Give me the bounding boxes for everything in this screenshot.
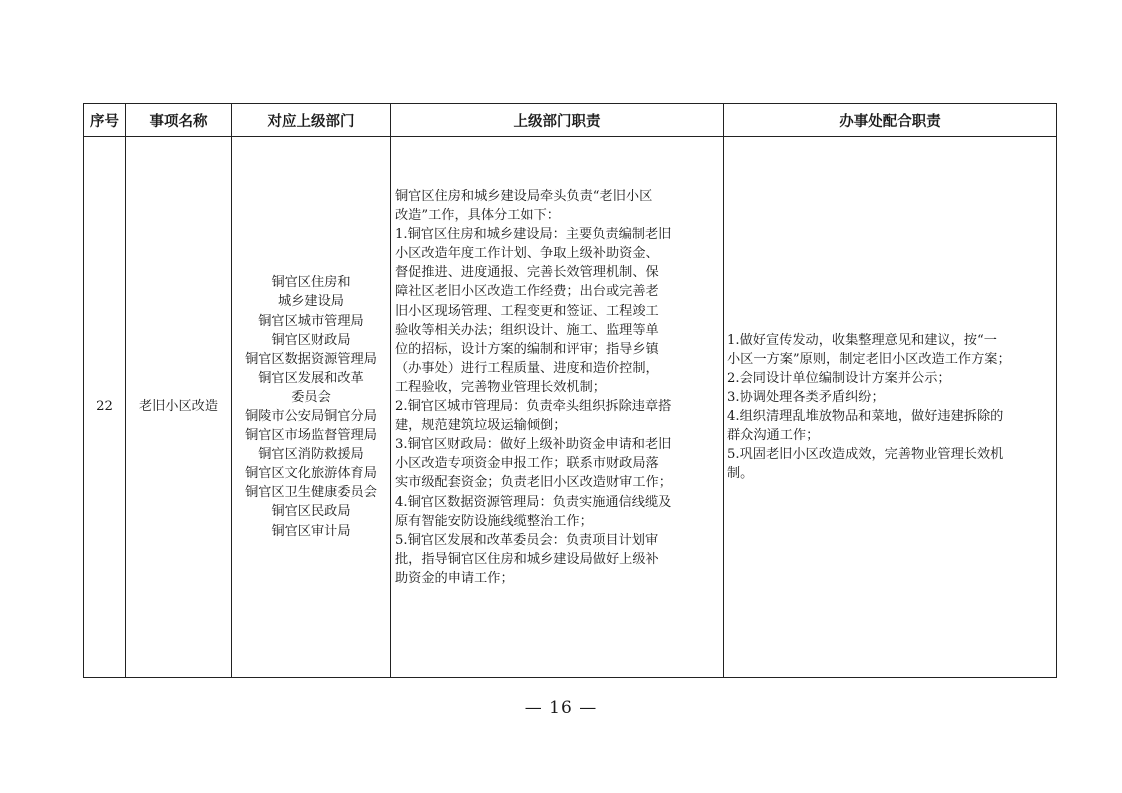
upper-duty-line: 5.铜官区发展和改革委员会：负责项目计划审 bbox=[395, 532, 659, 548]
row-number: 22 bbox=[84, 137, 126, 678]
department-line: 铜官区卫生健康委员会 bbox=[245, 485, 377, 501]
department-line: 铜官区市场监督管理局 bbox=[245, 428, 377, 444]
table-row bbox=[84, 137, 1057, 678]
department-line: 铜官区财政局 bbox=[271, 332, 351, 348]
office-duty-line: 2.会同设计单位编制设计方案并公示； bbox=[727, 370, 951, 386]
upper-duty-line: 小区改造专项资金申报工作；联系市财政局落 bbox=[395, 456, 659, 472]
upper-duty-line: 助资金的申请工作； bbox=[395, 570, 514, 586]
upper-duty-line: 1.铜官区住房和城乡建设局：主要负责编制老旧 bbox=[395, 227, 672, 243]
upper-duty-line: 障社区老旧小区改造工作经费；出台或完善老 bbox=[395, 284, 659, 300]
department-line: 铜官区民政局 bbox=[271, 504, 351, 520]
upper-duty-line: 建，规范建筑垃圾运输倾倒； bbox=[395, 418, 567, 434]
upper-duty-line: 改造”工作，具体分工如下： bbox=[395, 208, 560, 224]
upper-duty-line: 批，指导铜官区住房和城乡建设局做好上级补 bbox=[395, 551, 659, 567]
office-duty-line: 群众沟通工作； bbox=[727, 428, 820, 444]
upper-duty-line: 旧小区现场管理、工程变更和签证、工程竣工 bbox=[395, 303, 659, 319]
office-duty-line: 3.协调处理各类矛盾纠纷； bbox=[727, 389, 885, 405]
header-number: 序号 bbox=[84, 104, 126, 137]
office-duty-line: 制。 bbox=[727, 466, 754, 482]
department-line: 铜官区住房和 bbox=[271, 275, 351, 291]
department-line: 城乡建设局 bbox=[278, 294, 344, 310]
department-line: 铜官区发展和改革 bbox=[258, 370, 364, 386]
office-duty-line: 4.组织清理乱堆放物品和菜地，做好违建拆除的 bbox=[727, 409, 1004, 424]
page-number: — 16 — bbox=[524, 698, 598, 718]
row-departments bbox=[232, 137, 391, 678]
office-duty-line: 5.巩固老旧小区改造成效，完善物业管理长效机 bbox=[727, 447, 1004, 463]
upper-duty-line: 工程验收，完善物业管理长效机制； bbox=[395, 379, 606, 395]
upper-duty-line: 位的招标，设计方案的编制和评审；指导乡镇 bbox=[395, 341, 659, 357]
header-upper-duties: 上级部门职责 bbox=[391, 104, 724, 137]
table-header-row bbox=[84, 104, 1057, 137]
upper-duty-line: 2.铜官区城市管理局：负责牵头组织拆除违章搭 bbox=[395, 399, 672, 415]
row-item-name: 老旧小区改造 bbox=[126, 137, 232, 678]
department-line: 铜官区消防救援局 bbox=[258, 447, 364, 463]
upper-duty-line: 实市级配套资金；负责老旧小区改造财审工作； bbox=[395, 475, 672, 491]
department-line: 铜官区数据资源管理局 bbox=[245, 351, 377, 367]
row-upper-duties bbox=[391, 137, 724, 678]
department-line: 委员会 bbox=[291, 389, 331, 405]
upper-duty-line: 小区改造年度工作计划、争取上级补助资金、 bbox=[395, 246, 659, 262]
upper-duty-line: 铜官区住房和城乡建设局牵头负责“老旧小区 bbox=[395, 189, 653, 204]
row-office-duties bbox=[724, 137, 1057, 678]
upper-duty-line: （办事处）进行工程质量、进度和造价控制， bbox=[395, 360, 659, 376]
duty-table bbox=[83, 103, 1057, 678]
upper-duty-line: 验收等相关办法；组织设计、施工、监理等单 bbox=[395, 322, 659, 338]
upper-duty-line: 原有智能安防设施线缆整治工作； bbox=[395, 513, 593, 529]
upper-duty-line: 3.铜官区财政局：做好上级补助资金申请和老旧 bbox=[395, 437, 672, 453]
department-line: 铜官区城市管理局 bbox=[258, 313, 364, 329]
upper-duty-line: 督促推进、进度通报、完善长效管理机制、保 bbox=[395, 265, 659, 281]
department-line: 铜官区审计局 bbox=[271, 523, 351, 539]
department-line: 铜陵市公安局铜官分局 bbox=[245, 409, 377, 424]
header-departments: 对应上级部门 bbox=[232, 104, 391, 137]
upper-duty-line: 4.铜官区数据资源管理局：负责实施通信线缆及 bbox=[395, 494, 672, 510]
department-line: 铜官区文化旅游体育局 bbox=[245, 466, 377, 482]
office-duty-line: 1.做好宣传发动，收集整理意见和建议，按“一 bbox=[727, 332, 997, 348]
office-duty-line: 小区一方案”原则，制定老旧小区改造工作方案； bbox=[727, 351, 1011, 367]
header-item-name: 事项名称 bbox=[126, 104, 232, 137]
header-office-duties: 办事处配合职责 bbox=[724, 104, 1057, 137]
